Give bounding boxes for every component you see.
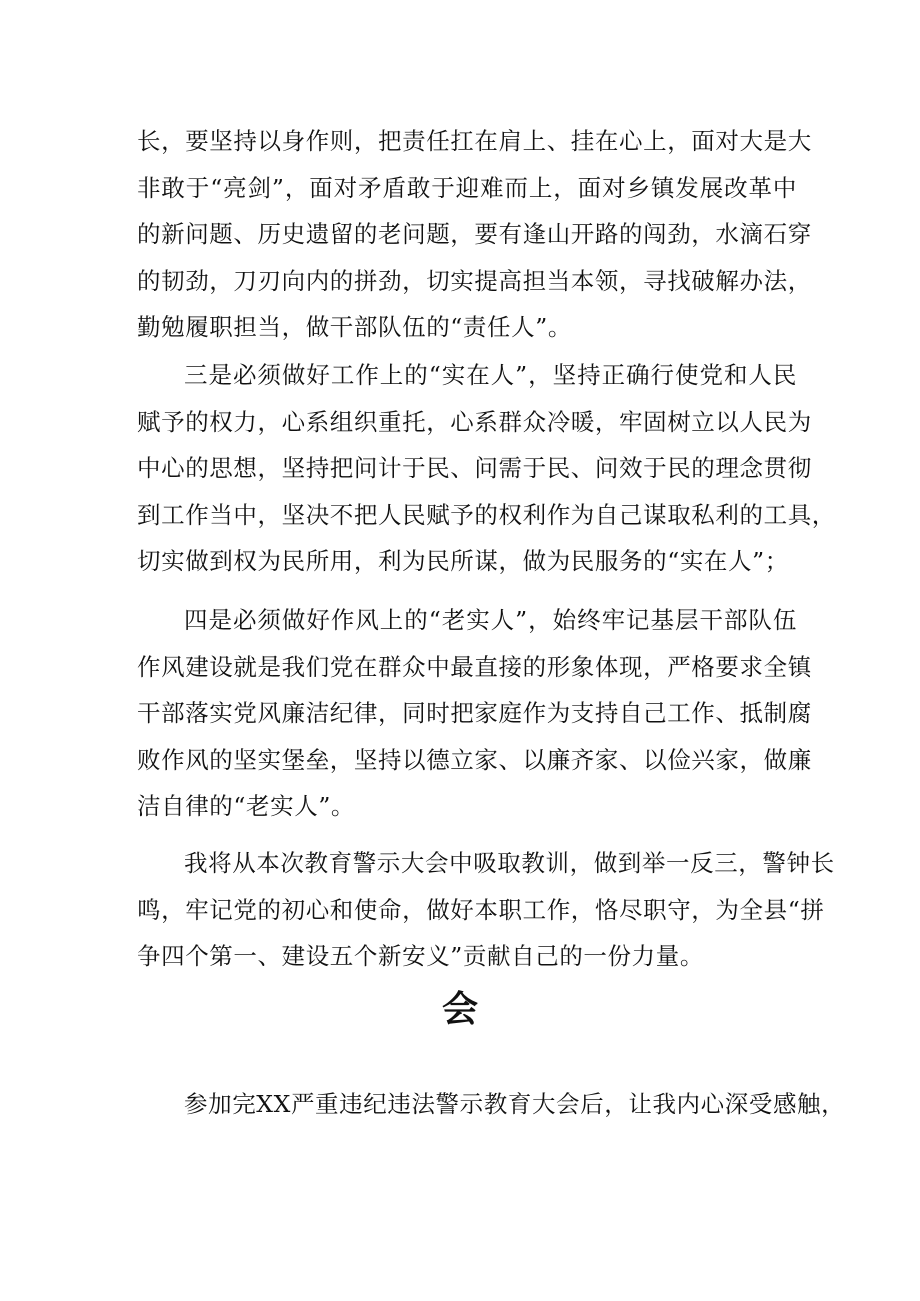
paragraph-honest-person — [137, 597, 812, 830]
paragraph-new-section-opening — [137, 1081, 846, 1128]
text-line: 中心的思想，坚持把问计于民、问需于民、问效于民的理念贯彻 — [137, 454, 812, 483]
text-line: 败作风的坚实堡垒，坚持以德立家、以廉齐家、以俭兴家，做廉 — [137, 745, 812, 774]
text-line: 的新问题、历史遗留的老问题，要有逢山开路的闯劲，水滴石穿 — [137, 220, 812, 249]
text-line: 四是必须做好作风上的“老实人”，始终牢记基层干部队伍 — [184, 606, 797, 634]
paragraph-practical-person — [137, 352, 836, 585]
text-line: 长，要坚持以身作则，把责任扛在肩上、挂在心上，面对大是大 — [137, 127, 812, 155]
text-line: 参加完XX严重违纪违法警示教育大会后，让我内心深受感触， — [184, 1090, 846, 1118]
text-line: 洁自律的“老实人”。 — [137, 792, 356, 821]
text-line: 我将从本次教育警示大会中吸取教训，做到举一反三，警钟长 — [184, 849, 835, 877]
text-line: 的韧劲，刀刃向内的拼劲，切实提高担当本领，寻找破解办法， — [137, 266, 812, 295]
text-line: 争四个第一、建设五个新安义”贡献自己的一份力量。 — [137, 942, 704, 971]
text-line: 鸣，牢记党的初心和使命，做好本职工作，恪尽职守，为全县“拼 — [137, 895, 825, 924]
paragraph-conclusion — [137, 840, 835, 980]
text-line: 非敢于“亮剑”，面对矛盾敢于迎难而上，面对乡镇发展改革中 — [137, 173, 797, 202]
text-line: 切实做到权为民所用，利为民所谋，做为民服务的“实在人”； — [137, 547, 789, 576]
section-heading: 会 — [441, 989, 478, 1030]
text-line: 赋予的权力，心系组织重托，心系群众冷暖，牢固树立以人民为 — [137, 407, 812, 436]
text-line: 勤勉履职担当，做干部队伍的“责任人”。 — [137, 313, 572, 342]
paragraph-responsibility — [137, 118, 812, 351]
text-line: 干部落实党风廉洁纪律，同时把家庭作为支持自己工作、抵制腐 — [137, 699, 812, 728]
text-line: 作风建设就是我们党在群众中最直接的形象体现，严格要求全镇 — [137, 652, 812, 681]
text-line: 三是必须做好工作上的“实在人”，坚持正确行使党和人民 — [184, 361, 797, 389]
text-line: 到工作当中，坚决不把人民赋予的权利作为自己谋取私利的工具， — [137, 500, 836, 529]
